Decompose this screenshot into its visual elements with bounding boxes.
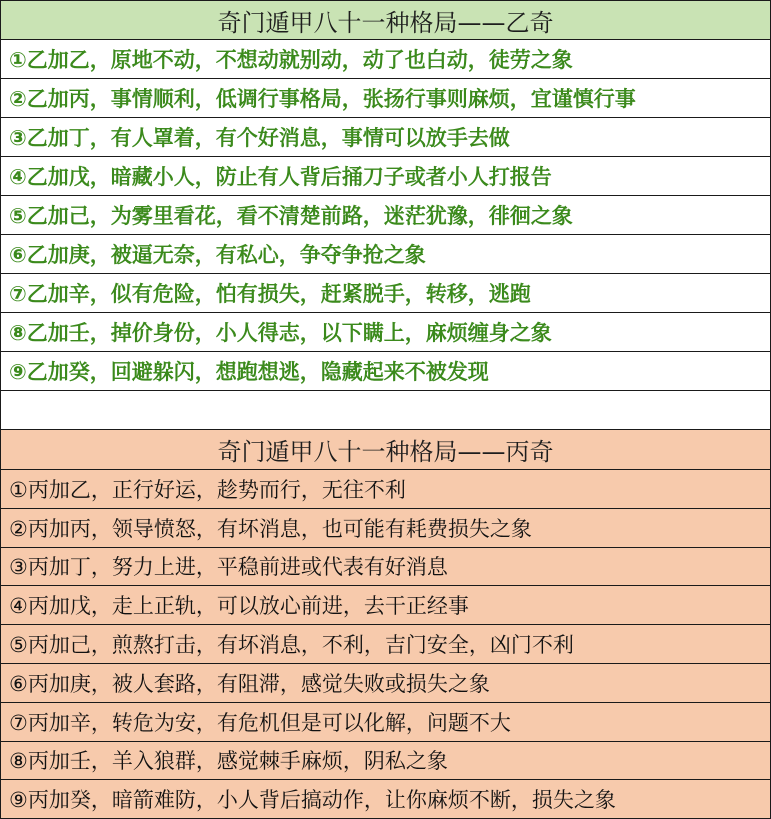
table-row[interactable]: ②丙加丙，领导愤怒，有坏消息，也可能有耗费损失之象 <box>1 508 771 547</box>
blank-row[interactable] <box>1 391 771 430</box>
table-row[interactable]: ⑦丙加辛，转危为安，有危机但是可以化解，问题不大 <box>1 702 771 741</box>
table-row[interactable]: ⑤丙加己，煎熬打击，有坏消息，不利，吉门安全，凶门不利 <box>1 625 771 664</box>
table-row[interactable]: ②乙加丙，事情顺利，低调行事格局，张扬行事则麻烦，宜谨慎行事 <box>1 79 771 118</box>
table-row[interactable]: ③丙加丁，努力上进，平稳前进或代表有好消息 <box>1 547 771 586</box>
section-yi <box>1 1 771 430</box>
table-row[interactable]: ⑦乙加辛，似有危险，怕有损失，赶紧脱手，转移，逃跑 <box>1 274 771 313</box>
table-row[interactable]: ⑥乙加庚，被逼无奈，有私心，争夺争抢之象 <box>1 235 771 274</box>
section-title-yi[interactable]: 奇门遁甲八十一种格局——乙奇 <box>1 1 771 40</box>
table-row[interactable]: ④乙加戊，暗藏小人，防止有人背后捅刀子或者小人打报告 <box>1 157 771 196</box>
table-row[interactable]: ①丙加乙，正行好运，趁势而行，无往不利 <box>1 470 771 509</box>
section-bing <box>1 430 771 819</box>
table-row[interactable]: ⑧乙加壬，掉价身份，小人得志，以下瞒上，麻烦缠身之象 <box>1 313 771 352</box>
table-row[interactable]: ⑨丙加癸，暗箭难防，小人背后搞动作，让你麻烦不断，损失之象 <box>1 780 771 819</box>
table-row[interactable]: ⑧丙加壬，羊入狼群，感觉棘手麻烦，阴私之象 <box>1 741 771 780</box>
table-row[interactable]: ①乙加乙，原地不动，不想动就别动，动了也白动，徒劳之象 <box>1 40 771 79</box>
table-row[interactable]: ⑤乙加己，为雾里看花，看不清楚前路，迷茫犹豫，徘徊之象 <box>1 196 771 235</box>
table-row[interactable]: ④丙加戊，走上正轨，可以放心前进，去干正经事 <box>1 586 771 625</box>
table-row[interactable]: ⑨乙加癸，回避躲闪，想跑想逃，隐藏起来不被发现 <box>1 352 771 391</box>
table-row[interactable]: ③乙加丁，有人罩着，有个好消息，事情可以放手去做 <box>1 118 771 157</box>
section-title-bing[interactable]: 奇门遁甲八十一种格局——丙奇 <box>1 430 771 470</box>
table-row[interactable]: ⑥丙加庚，被人套路，有阻滞，感觉失败或损失之象 <box>1 663 771 702</box>
